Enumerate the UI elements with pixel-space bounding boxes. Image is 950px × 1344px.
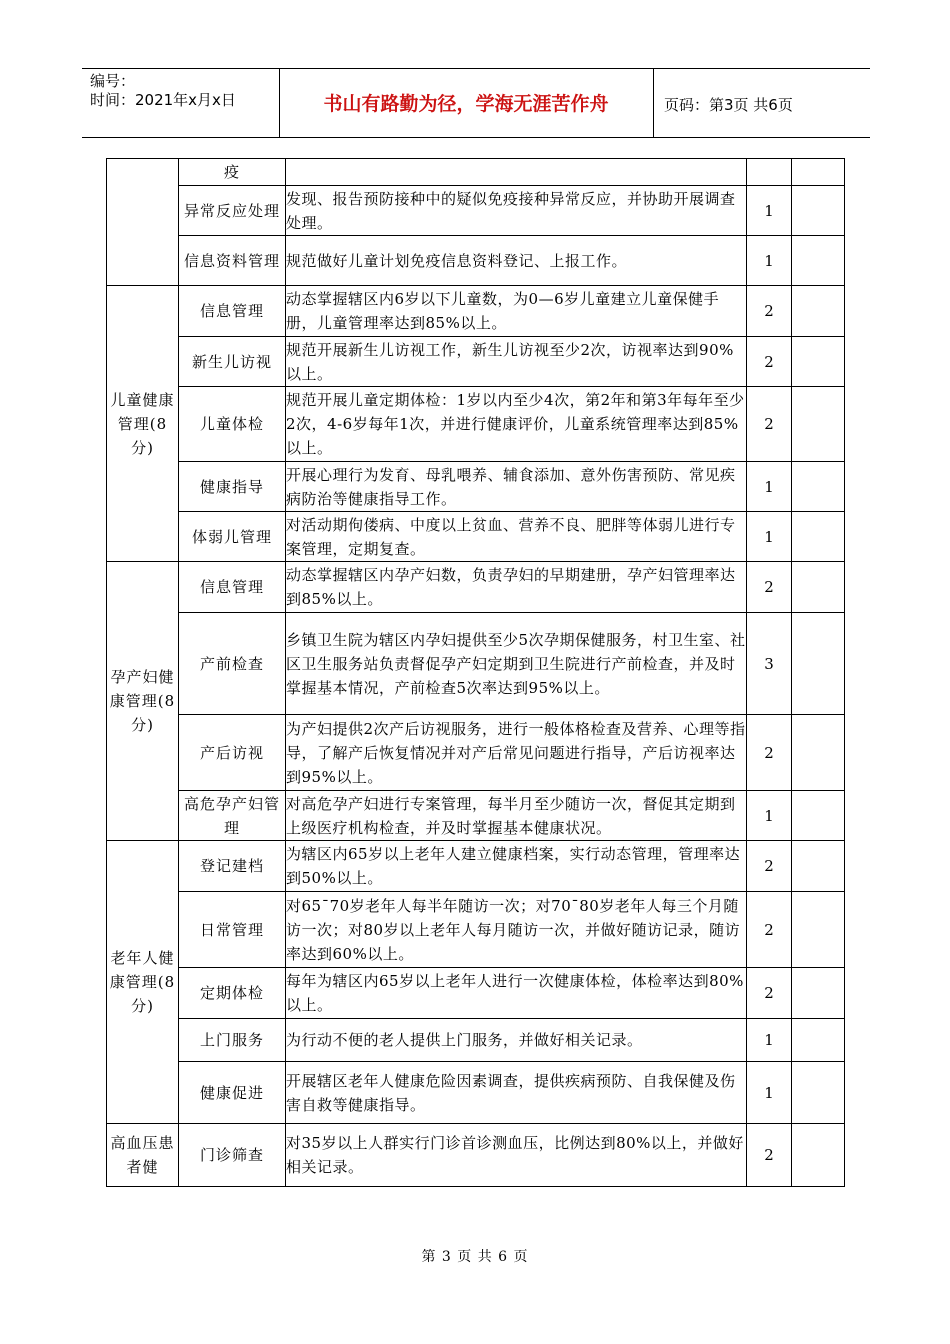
item-cell: 体弱儿管理 bbox=[179, 512, 286, 562]
table-row bbox=[107, 286, 845, 337]
desc-cell: 动态掌握辖区内孕产妇数，负责孕妇的早期建册，孕产妇管理率达到85%以上。 bbox=[286, 562, 747, 613]
blank-cell bbox=[792, 1019, 845, 1062]
item-cell: 异常反应处理 bbox=[179, 186, 286, 236]
item-cell: 上门服务 bbox=[179, 1019, 286, 1062]
score-cell: 2 bbox=[747, 841, 792, 892]
item-cell: 健康指导 bbox=[179, 462, 286, 512]
blank-cell bbox=[792, 286, 845, 337]
table-row bbox=[107, 159, 845, 186]
desc-cell: 为行动不便的老人提供上门服务，并做好相关记录。 bbox=[286, 1019, 747, 1062]
table-row bbox=[107, 968, 845, 1019]
blank-cell bbox=[792, 968, 845, 1019]
blank-cell bbox=[792, 512, 845, 562]
desc-cell: 为产妇提供2次产后访视服务，进行一般体格检查及营养、心理等指导，了解产后恢复情况并对产后常见问题进行指导，产后访视率达到95%以上。 bbox=[286, 715, 747, 791]
desc-cell: 规范开展新生儿访视工作，新生儿访视至少2次，访视率达到90%以上。 bbox=[286, 337, 747, 387]
score-cell: 2 bbox=[747, 892, 792, 968]
score-cell: 2 bbox=[747, 337, 792, 387]
category-cell: 儿童健康管理(8分) bbox=[107, 286, 179, 562]
score-cell: 2 bbox=[747, 562, 792, 613]
category-cell: 高血压患者健 bbox=[107, 1124, 179, 1187]
category-cell: 老年人健康管理(8分) bbox=[107, 841, 179, 1124]
score-cell: 1 bbox=[747, 791, 792, 841]
table-row bbox=[107, 1019, 845, 1062]
score-cell: 3 bbox=[747, 613, 792, 715]
score-cell: 1 bbox=[747, 236, 792, 286]
item-cell: 产前检查 bbox=[179, 613, 286, 715]
score-cell: 1 bbox=[747, 1062, 792, 1124]
blank-cell bbox=[792, 1062, 845, 1124]
item-cell: 疫 bbox=[179, 159, 286, 186]
desc-cell: 开展辖区老年人健康危险因素调查，提供疾病预防、自我保健及伤害自救等健康指导。 bbox=[286, 1062, 747, 1124]
item-cell: 定期体检 bbox=[179, 968, 286, 1019]
score-cell: 1 bbox=[747, 462, 792, 512]
blank-cell bbox=[792, 236, 845, 286]
header-divider bbox=[653, 69, 654, 137]
category-cell-continued bbox=[107, 159, 179, 286]
desc-cell: 对高危孕产妇进行专案管理，每半月至少随访一次，督促其定期到上级医疗机构检查，并及时掌握基本健康状况。 bbox=[286, 791, 747, 841]
table-row bbox=[107, 236, 845, 286]
table-row bbox=[107, 387, 845, 462]
blank-cell bbox=[792, 186, 845, 236]
item-cell: 儿童体检 bbox=[179, 387, 286, 462]
table-row bbox=[107, 715, 845, 791]
score-cell bbox=[747, 159, 792, 186]
desc-cell: 对65¯70岁老年人每半年随访一次；对70¯80岁老年人每三个月随访一次；对80岁以上老年人每月随访一次，并做好随访记录，随访率达到60%以上。 bbox=[286, 892, 747, 968]
page-footer: 第 3 页 共 6 页 bbox=[421, 1249, 529, 1265]
header-motto: 书山有路勤为径，学海无涯苦作舟 bbox=[323, 93, 609, 115]
item-cell: 信息管理 bbox=[179, 286, 286, 337]
item-cell: 门诊筛查 bbox=[179, 1124, 286, 1187]
desc-cell: 规范开展儿童定期体检：1岁以内至少4次，第2年和第3年每年至少2次，4-6岁每年1次，并进行健康评价，儿童系统管理率达到85%以上。 bbox=[286, 387, 747, 462]
blank-cell bbox=[792, 715, 845, 791]
table-row bbox=[107, 1062, 845, 1124]
desc-cell: 动态掌握辖区内6岁以下儿童数，为0—6岁儿童建立儿童保健手册，儿童管理率达到85%以上。 bbox=[286, 286, 747, 337]
desc-cell: 乡镇卫生院为辖区内孕妇提供至少5次孕期保健服务，村卫生室、社区卫生服务站负责督促孕产妇定期到卫生院进行产前检查，并及时掌握基本情况，产前检查5次率达到95%以上。 bbox=[286, 613, 747, 715]
table-row bbox=[107, 613, 845, 715]
page-header bbox=[82, 68, 870, 138]
desc-cell: 开展心理行为发育、母乳喂养、辅食添加、意外伤害预防、常见疾病防治等健康指导工作。 bbox=[286, 462, 747, 512]
desc-cell bbox=[286, 159, 747, 186]
desc-cell: 规范做好儿童计划免疫信息资料登记、上报工作。 bbox=[286, 236, 747, 286]
score-cell: 1 bbox=[747, 186, 792, 236]
desc-cell: 对活动期佝偻病、中度以上贫血、营养不良、肥胖等体弱儿进行专案管理，定期复查。 bbox=[286, 512, 747, 562]
score-cell: 2 bbox=[747, 715, 792, 791]
item-cell: 新生儿访视 bbox=[179, 337, 286, 387]
blank-cell bbox=[792, 387, 845, 462]
blank-cell bbox=[792, 1124, 845, 1187]
serial-label: 编号： bbox=[90, 72, 136, 90]
table-row bbox=[107, 562, 845, 613]
blank-cell bbox=[792, 791, 845, 841]
score-cell: 2 bbox=[747, 1124, 792, 1187]
table-row bbox=[107, 892, 845, 968]
item-cell: 信息资料管理 bbox=[179, 236, 286, 286]
blank-cell bbox=[792, 841, 845, 892]
time-label: 时间：2021年x月x日 bbox=[90, 91, 236, 109]
desc-cell: 为辖区内65岁以上老年人建立健康档案，实行动态管理，管理率达到50%以上。 bbox=[286, 841, 747, 892]
header-page-number: 页码：第3页 共6页 bbox=[664, 96, 793, 114]
score-cell: 1 bbox=[747, 512, 792, 562]
score-cell: 2 bbox=[747, 968, 792, 1019]
blank-cell bbox=[792, 159, 845, 186]
blank-cell bbox=[792, 613, 845, 715]
table-row bbox=[107, 186, 845, 236]
category-cell: 孕产妇健康管理(8分) bbox=[107, 562, 179, 841]
blank-cell bbox=[792, 562, 845, 613]
item-cell: 登记建档 bbox=[179, 841, 286, 892]
desc-cell: 每年为辖区内65岁以上老年人进行一次健康体检，体检率达到80%以上。 bbox=[286, 968, 747, 1019]
blank-cell bbox=[792, 462, 845, 512]
blank-cell bbox=[792, 337, 845, 387]
item-cell: 日常管理 bbox=[179, 892, 286, 968]
score-cell: 2 bbox=[747, 286, 792, 337]
table-row bbox=[107, 337, 845, 387]
header-meta bbox=[90, 72, 236, 110]
score-cell: 1 bbox=[747, 1019, 792, 1062]
table-row bbox=[107, 791, 845, 841]
item-cell: 信息管理 bbox=[179, 562, 286, 613]
blank-cell bbox=[792, 892, 845, 968]
assessment-table bbox=[106, 158, 845, 1187]
desc-cell: 对35岁以上人群实行门诊首诊测血压，比例达到80%以上，并做好相关记录。 bbox=[286, 1124, 747, 1187]
item-cell: 高危孕产妇管理 bbox=[179, 791, 286, 841]
table-row bbox=[107, 462, 845, 512]
table-row bbox=[107, 1124, 845, 1187]
score-cell: 2 bbox=[747, 387, 792, 462]
item-cell: 健康促进 bbox=[179, 1062, 286, 1124]
table-row bbox=[107, 512, 845, 562]
table-row bbox=[107, 841, 845, 892]
desc-cell: 发现、报告预防接种中的疑似免疫接种异常反应，并协助开展调查处理。 bbox=[286, 186, 747, 236]
item-cell: 产后访视 bbox=[179, 715, 286, 791]
